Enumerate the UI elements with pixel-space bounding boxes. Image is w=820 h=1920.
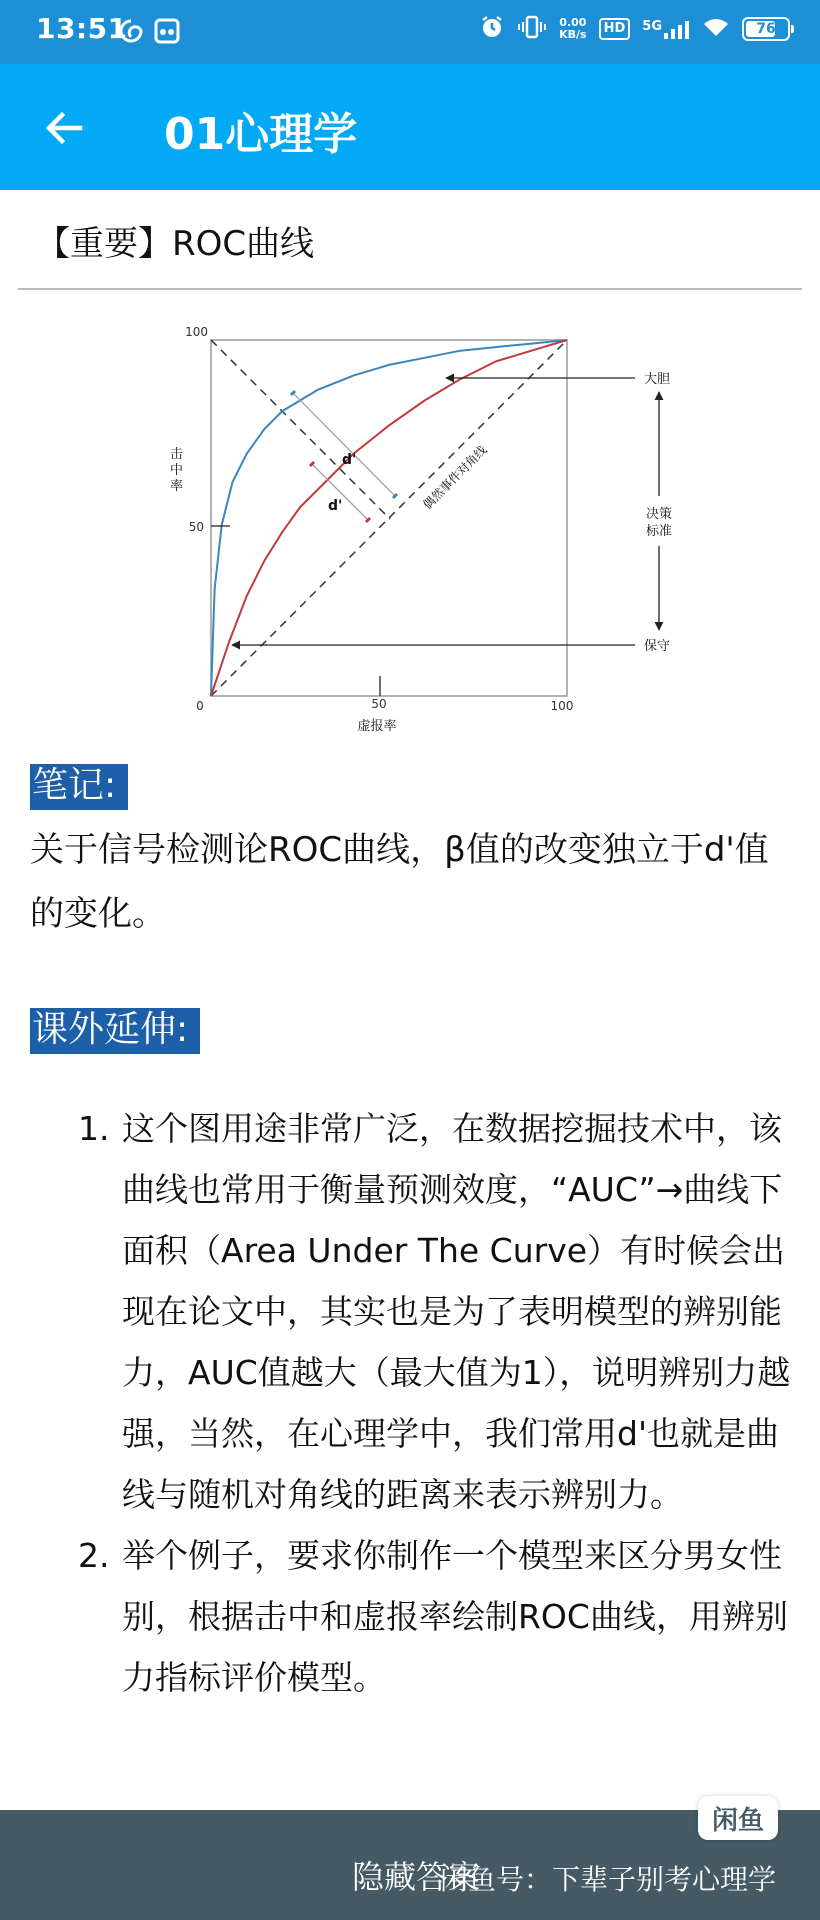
back-button[interactable]	[36, 100, 92, 156]
watermark-text: 闲鱼号：下辈子别考心理学	[439, 1863, 776, 1896]
arrow-left-icon	[42, 106, 86, 150]
hide-answer-button[interactable]: 隐藏答案	[352, 1858, 481, 1896]
battery-icon: 76	[742, 17, 790, 41]
divider	[18, 288, 802, 290]
x-axis-label: 虚报率	[357, 719, 397, 734]
criterion-label-line-2: 标准	[645, 524, 673, 539]
criterion-label: 决策	[645, 507, 673, 522]
signal-icon: 5G	[642, 19, 690, 39]
list-item: 2. 举个例子，要求你制作一个模型来区分男女性别，根据击中和虚报率绘制ROC曲线，用辨别力指标评价模型。	[78, 1536, 788, 1697]
bold-label: 大胆	[644, 372, 671, 387]
y-axis-label: 击中率	[170, 447, 184, 494]
question-title: 【重要】ROC曲线	[36, 224, 315, 264]
page-title: 01心理学	[164, 109, 358, 160]
extension-list	[78, 1098, 798, 1708]
y-tick-label-50: 50	[188, 520, 204, 534]
x-tick-label-0: 0	[196, 699, 204, 713]
dprime-line-outer	[293, 393, 395, 496]
notes-body: 关于信号检测论ROC曲线，β值的改变独立于d'值的变化。	[30, 830, 769, 934]
chance-diagonal-label: 偶然事件对角线	[420, 442, 490, 513]
y-tick-label-100: 100	[185, 325, 208, 339]
roc-chart	[150, 318, 690, 738]
watermark-badge: 闲鱼	[698, 1796, 778, 1840]
net-speed: 0.00 KB/s	[559, 16, 587, 41]
notes-heading: 笔记:	[30, 764, 128, 810]
dprime-label-outer: d'	[342, 452, 357, 468]
list-item: 1. 这个图用途非常广泛，在数据挖掘技术中，该曲线也常用于衡量预测效度，“AUC”→曲线下面积（Area Under The Curve）有时候会出现在论文中，其实也是为了表明模型的辨别能力，AUC值越大（最大值为1），说明辨别力越强，当然，在心理学中，我们常用d'也就是曲线与随机对角线的距离来表示辨别力。	[78, 1109, 791, 1514]
app-bar	[0, 64, 820, 190]
hd-badge: HD	[599, 18, 631, 40]
status-time: 13:51	[36, 12, 128, 45]
anti-diagonal	[211, 340, 390, 519]
extension-heading: 课外延伸:	[30, 1008, 200, 1054]
conservative-label: 保守	[644, 639, 671, 654]
alarm-icon	[479, 14, 505, 44]
swirl-icon	[118, 18, 144, 48]
wifi-icon	[702, 16, 730, 42]
app-notification-icon	[154, 18, 180, 48]
x-tick-label-100: 100	[550, 699, 574, 713]
x-tick-label-50: 50	[371, 697, 387, 711]
bottom-bar	[0, 1810, 820, 1920]
vibrate-icon	[517, 14, 547, 44]
dprime-label-inner: d'	[328, 498, 343, 514]
status-bar	[0, 0, 820, 64]
